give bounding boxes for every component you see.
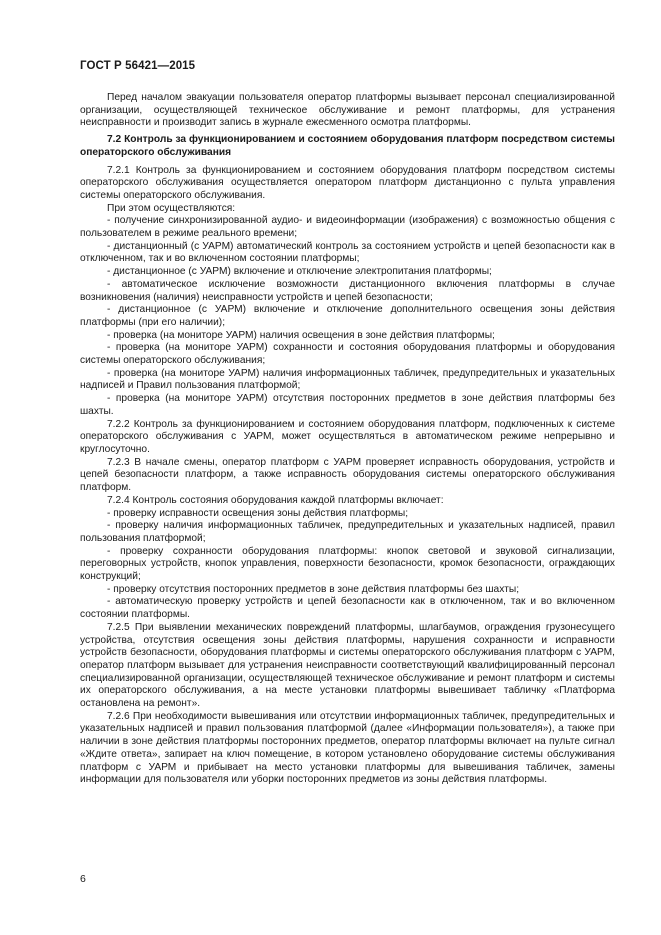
page-number: 6 — [80, 873, 86, 885]
list-item: - проверка (на мониторе УАРМ) наличия освещения в зоне действия платформы; — [107, 329, 495, 341]
document-body — [80, 92, 615, 787]
paragraph-7-2-4: 7.2.4 Контроль состояния оборудования каждой платформы включает: — [107, 494, 444, 506]
list-item: - дистанционный (с УАРМ) автоматический контроль за состоянием устройств и цепей безопасности как в отключенном, так и во включенном состоянии платформы; — [80, 240, 615, 265]
list-item: - проверку сохранности оборудования платформы: кнопок световой и звуковой сигнализации, переговорных устройств, кнопок управления, поверхности безопасности, кромок безопасности, ограждающих конструкций; — [80, 545, 615, 583]
list-item: - проверку исправности освещения зоны действия платформы; — [107, 507, 409, 519]
list-item: - проверку наличия информационных табличек, предупредительных и указательных надписей, правил пользования платформой; — [80, 520, 615, 544]
paragraph-7-2-6: 7.2.6 При необходимости вывешивания или отсутствии информационных табличек, предупредительных и указательных надписей и правил пользования платформой (далее «Информации пользователя»), а также при наличии в зоне действия платформы посторонних предметов, оператор платформы включает на пульте сигнал «Ждите ответа», запирает на ключ помещение, в котором установлено оборудование системы обслуживания платформ с УАРМ и прибывает на место установки платформы для вывешивания табличек, замены информации для пользователя или уборки посторонних предметов из зоны действия платформы. — [80, 710, 615, 786]
document-code: ГОСТ Р 56421—2015 — [80, 60, 196, 72]
section-heading: 7.2 Контроль за функционированием и состоянием оборудования платформ посредством системы операторского обслуживания — [80, 134, 615, 158]
list-item: - проверка (на мониторе УАРМ) сохранности и состояния оборудования платформы и оборудования системы операторского обслуживания; — [80, 342, 615, 367]
list-item: - проверку отсутствия посторонних предметов в зоне действия платформы без шахты; — [107, 583, 520, 595]
list-item: - дистанционное (с УАРМ) включение и отключение электропитания платформы; — [107, 266, 492, 278]
paragraph-7-2-5: 7.2.5 При выявлении механических повреждений платформы, шлагбаумов, ограждения грузонесущего устройства, отсутствия освещения зоны действия платформы, нарушения сохранности и исправности устройств безопасности, оборудования платформы и системы операторского обслуживания платформ с УАРМ, оператор платформ вызывает для устранения неисправности соответствующий квалифицированный персонал специализированной организации, осуществляющей техническое обслуживание и ремонт платформ и системы их операторского обслуживания, а на месте установки платформы вывешивает табличку «Платформа остановлена на ремонт». — [80, 621, 615, 710]
paragraph-7-2-1-lead: При этом осуществляются: — [107, 202, 236, 214]
list-item: - автоматическое исключение возможности дистанционного включения платформы в случае возникновения (наличия) неисправности устройств и цепей безопасности; — [80, 278, 615, 303]
list-item: - автоматическую проверку устройств и цепей безопасности как в отключенном, так и во включенном состоянии платформы. — [80, 596, 615, 621]
list-item: - проверка (на мониторе УАРМ) наличия информационных табличек, предупредительных и указательных надписей и Правил пользования платформой; — [80, 367, 615, 392]
paragraph-7-2-1: 7.2.1 Контроль за функционированием и состоянием оборудования платформ посредством системы операторского обслуживания осуществляется оператором платформ дистанционно с пульта управления системы операторского обслуживания. — [80, 164, 615, 201]
list-item: - проверка (на мониторе УАРМ) отсутствия посторонних предметов в зоне действия платформы без шахты. — [80, 393, 615, 417]
list-item: - дистанционное (с УАРМ) включение и отключение дополнительного освещения зоны действия платформы (при его наличии); — [80, 304, 615, 328]
intro-paragraph: Перед началом эвакуации пользователя оператор платформы вызывает персонал специализированной организации, осуществляющей техническое обслуживание и ремонт платформы, для устранения неисправности и производит запись в журнале ежесменного осмотра платформы. — [80, 92, 615, 129]
paragraph-7-2-2: 7.2.2 Контроль за функционированием и состоянием оборудования платформ, подключенных к системе операторского обслуживания с УАРМ, может осуществляться в автоматическом режиме непрерывно и круглосуточно. — [80, 418, 615, 455]
list-item: - получение синхронизированной аудио- и видеоинформации (изображения) с возможностью общения с пользователем в режиме реального времени; — [80, 215, 615, 240]
paragraph-7-2-3: 7.2.3 В начале смены, оператор платформ с УАРМ проверяет исправность оборудования, устройств и цепей безопасности платформ, а также исправность оборудования системы операторского обслуживания платформ. — [80, 456, 615, 494]
